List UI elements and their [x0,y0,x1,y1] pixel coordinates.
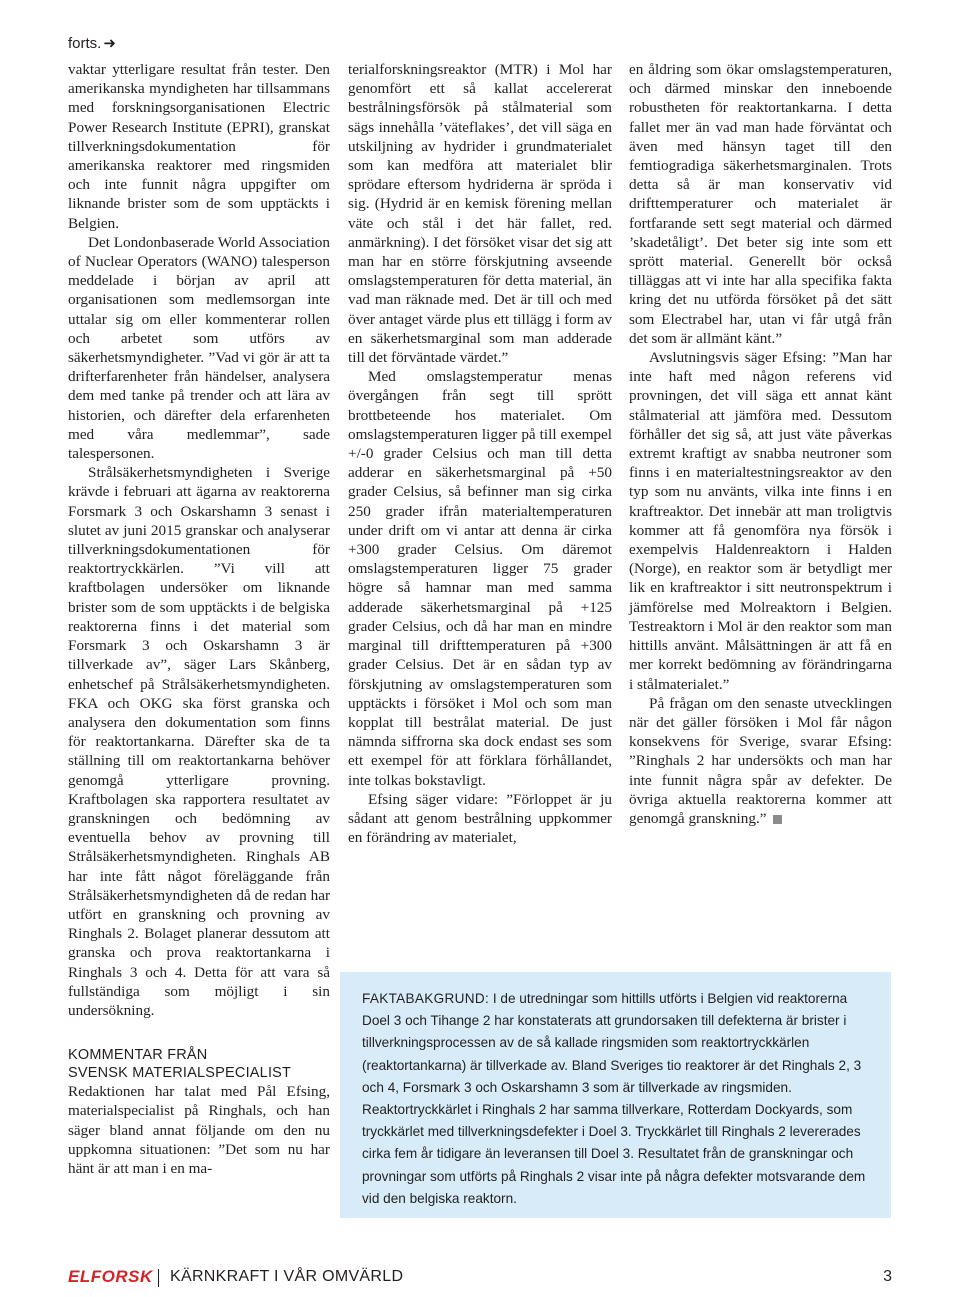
body-paragraph [629,694,892,828]
body-paragraph: Efsing säger vidare: ”Förloppet är ju sådant att genom bestrålning uppkommer en förändring av materialet, [348,790,612,847]
body-paragraph: terialforskningsreaktor (MTR) i Mol har genomfört ett så kallat accelererat bestrålningsförsök på stålmaterial som sägs innehålla ’väteflakes’, det vill säga en utskiljning av hydrider i grundmaterialet som kan medföra att materialet blir sprödare eftersom hydriderna är spröda i sig. (Hydrid är en kemisk förening mellan väte och stål i det här fallet, red. anmärkning). I det försöket visar det sig att man har en större förskjutning avseende omslagstemperaturen för detta material, än vad man räknade med. Det är till och med över antaget värde plus ett tillägg i form av en säkerhetsmarginal som man adderade till det förväntade värdet.” [348,61,612,367]
fact-box-label: FAKTABAKGRUND: [362,991,490,1006]
right-arrow-icon: ➜ [103,35,116,52]
article-column-2 [348,60,612,847]
body-paragraph: Med omslagstemperatur menas övergången från segt till sprött brottbeteende hos materialet. Om omslagstemperaturen ligger på till exempel +/-0 grader Celsius och man till detta adderar en säkerhetsmarginal på +50 grader Celsius, så befinner man sig cirka 250 grader ifrån materialtemperaturen under drift om vi antar att denna är cirka +300 grader Celsius. Om däremot omslagstemperaturen ligger 75 grader högre så hamnar man med samma adderade säkerhetsmarginal på +125 grader Celsius, och då har man en mindre marginal till drifttemperaturen på +300 grader Celsius. Det är en sådan typ av förskjutning av omslagstemperaturen som upptäckts i försöket i Mol och som man kopplat till bestrålat material. De just nämnda siffrorna ska dock endast ses som ett exempel för att förklara förhållandet, inte tolkas bokstavligt. [348,368,612,789]
fact-box [340,972,891,1218]
fact-box-text: I de utredningar som hittills utförts i Belgien vid reaktorerna Doel 3 och Tihange 2 har konstaterats att grundorsaken till defekterna är brister i tillverkningsprocessen av de så kallade ringsmiden som reaktortryckkärlen (reaktortankarna) är tillverkade av. Bland Sveriges tio reaktorer är det Ringhals 2, 3 och 4, Forsmark 3 och Oskarshamn 3 som är tillverkade av ringsmiden. Reaktortryckkärlet i Ringhals 2 har samma tillverkare, Rotterdam Dockyards, som tryckkärlet med tillverkningsdefekter i Doel 3. Tryckkärlet till Ringhals 2 levererades cirka fem år tidigare än leveransen till Doel 3. Resultatet från de granskningar och provningar som utförts på Ringhals 2 visar inte på några defekter motsvarande dem vid den belgiska reaktorn. [362,991,866,1206]
article-column-1 [68,60,330,1178]
subheading-line-2: SVENSK MATERIALSPECIALIST [68,1065,292,1082]
article-column-3 [629,60,892,828]
elforsk-logo: ELFORSK [68,1267,153,1286]
subheading-line-1: KOMMENTAR FRÅN [68,1047,208,1064]
footer-divider [158,1269,159,1287]
closing-paragraph-text: På frågan om den senaste utvecklingen när det gäller försöken i Mol får någon konsekvens för Sverige, svarar Efsing: ”Ringhals 2 har undersökts och man har inte funnit några spår av defekter. De övriga aktuella reaktorerna kommer att genomgå granskning.” [629,694,892,827]
body-paragraph: Avslutningsvis säger Efsing: ”Man har inte haft med någon referens vid provningen, det vill säga ett annat känt stålmaterial att jämföra med. Dessutom förhåller det sig så, att just väte påverkas extremt kraftigt av snabba neutroner som finns i en materialtestningsreaktor av den typ som nu använts, vilka inte finns i en kraftreaktor. Det innebär att man troligtvis kommer att få genomföra nya försök i exempelvis Haldenreaktorn i Halden (Norge), en reaktor som är betydligt mer lik en kraftreaktor i sitt neutronspektrum i jämförelse med Molreaktorn i Belgien. Testreaktorn i Mol är den reaktor som man hittills använt. Målsättningen är att få en mer korrekt bedömning av förändringarna i stålmaterialet.” [629,349,892,693]
body-paragraph: Redaktionen har talat med Pål Efsing, materialspecialist på Ringhals, och han säger bland annat följande om den nu uppkomna situationen: ”Det som nu har hänt är att man i en ma- [68,1083,330,1177]
body-paragraph: Strålsäkerhetsmyndigheten i Sverige krävde i februari att ägarna av reaktorerna Forsmark 3 och Oskarshamn 3 senast i slutet av juni 2015 granskar och analyserar tillverkningsdokumentationen för reaktortryckkärlen. ”Vi vill att kraftbolagen undersöker om liknande brister som de som upptäckts i de belgiska reaktorerna finns i det material som Forsmark 3 och Oskarshamn 3 är tillverkade av”, säger Lars Skånberg, enhetschef på Strålsäkerhetsmyndigheten. FKA och OKG ska först granska och analysera den dokumentation som finns för reaktortankarna. Därefter ska de ta ställning till om reaktortankarna behöver genomgå ytterligare provning. Kraftbolagen ska rapportera resultatet av granskningen och bedömning av eventuella behov av provning till Strålsäkerhetsmyndigheten. Ringhals AB har inte fått något föreläggande från Strålsäkerhetsmyndigheten då de redan har utfört en granskning och provning av Ringhals 2. Bolaget planerar dessutom att granska och prova reaktortankarna i Ringhals 3 och 4. Detta för att vara så fullständiga som möjligt i sin undersökning. [68,464,330,1019]
page-footer [68,1267,892,1291]
footer-section-title: KÄRNKRAFT I VÅR OMVÄRLD [170,1268,404,1285]
page-number: 3 [883,1268,892,1285]
body-paragraph: Det Londonbaserade World Association of Nuclear Operators (WANO) talesperson meddelade i början av april att organisationen som medlemsorgan inte uttalar sig om eller kommenterar rollen och arbetet som utförs av säkerhetsmyndigheter. ”Vad vi gör är att ta drifterfarenheter från händelser, analysera dem med tanke på trender och att lära av historien, och därefter dela erfarenheten med våra medlemmar”, sade talespersonen. [68,233,330,463]
section-subheading [68,1046,330,1082]
body-paragraph: vaktar ytterligare resultat från tester. Den amerikanska myndigheten har tillsammans med forskningsorganisationen Electric Power Research Institute (EPRI), granskat tillverkningsdokumentation för amerikanska reaktorer med ringsmiden och inte funnit några uppgifter om liknande brister som de som upptäckts i Belgien. [68,61,330,232]
body-paragraph: en åldring som ökar omslagstemperaturen, och därmed minskar den inneboende robustheten för reaktortankarna. I detta fallet mer än vad man hade förväntat och även med hänsyn taget till den femtiogradiga säkerhetsmarginalen. Trots detta så är man konservativ vid drifttemperaturer och materialet är fortfarande sett segt material och därmed ’skadetåligt’. Det beter sig inte som ett sprött material. Generellt bör också tilläggas att vi inte har alla specifika fakta kring det nu utförda försöket på det sätt som Electrabel har, utan vi får utgå från det som är allmänt känt.” [629,61,892,347]
continued-marker [68,34,116,52]
forts-label: forts. [68,35,102,52]
end-of-article-icon [773,815,782,824]
